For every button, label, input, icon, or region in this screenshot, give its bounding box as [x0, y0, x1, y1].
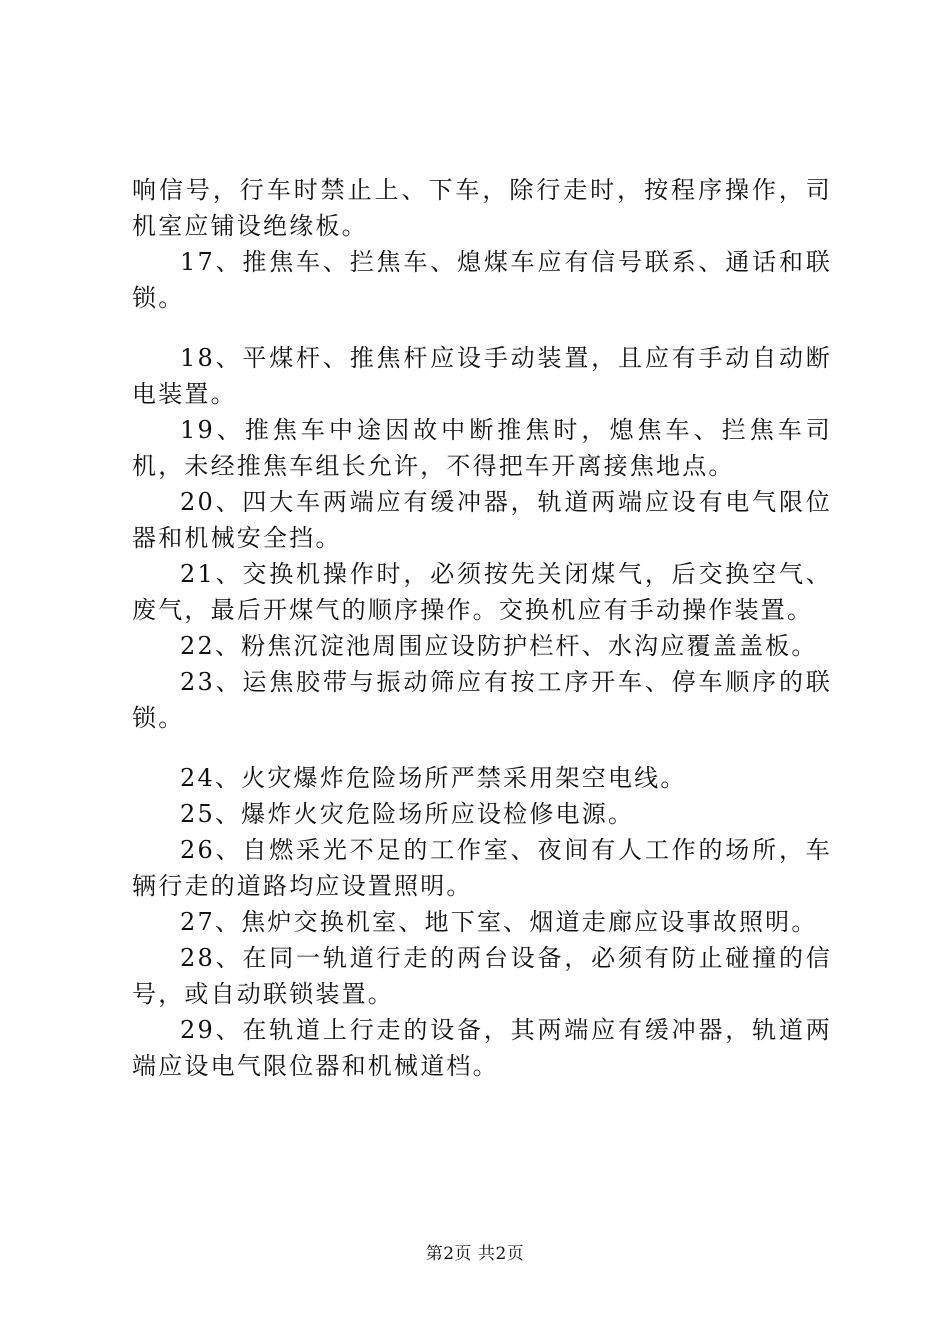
paragraph-item-29: 29、在轨道上行走的设备，其两端应有缓冲器，轨道两端应设电气限位器和机械道档。 [132, 1016, 832, 1080]
page-footer [0, 1243, 950, 1265]
paragraph-item-24: 24、火灾爆炸危险场所严禁采用架空电线。 [180, 764, 687, 792]
paragraph-item-28: 28、在同一轨道行走的两台设备，必须有防止碰撞的信号，或自动联锁装置。 [132, 944, 832, 1008]
paragraph-gap [132, 736, 832, 760]
paragraph-gap [132, 316, 832, 340]
document-body [132, 172, 832, 1084]
paragraph-item-21: 21、交换机操作时，必须按先关闭煤气，后交换空气、废气，最后开煤气的顺序操作。交换机应有手动操作装置。 [132, 560, 832, 624]
paragraph-item-25: 25、爆炸火灾危险场所应设检修电源。 [180, 800, 635, 828]
paragraph-item-22: 22、粉焦沉淀池周围应设防护栏杆、水沟应覆盖盖板。 [180, 632, 818, 660]
page-number-label: 第2页 共2页 [425, 1244, 525, 1264]
paragraph-item-26: 26、自燃采光不足的工作室、夜间有人工作的场所，车辆行走的道路均应设置照明。 [132, 836, 832, 900]
paragraph-item-23: 23、运焦胶带与振动筛应有按工序开车、停车顺序的联锁。 [132, 668, 832, 732]
paragraph-item-17: 17、推焦车、拦焦车、熄煤车应有信号联系、通话和联锁。 [132, 248, 832, 312]
paragraph-continuation: 响信号，行车时禁止上、下车，除行走时，按程序操作，司机室应铺设绝缘板。 [132, 176, 832, 240]
paragraph-item-20: 20、四大车两端应有缓冲器，轨道两端应设有电气限位器和机械安全挡。 [132, 488, 832, 552]
paragraph-item-19: 19、推焦车中途因故中断推焦时，熄焦车、拦焦车司机，未经推焦车组长允许，不得把车开离接焦地点。 [132, 416, 832, 480]
paragraph-item-27: 27、焦炉交换机室、地下室、烟道走廊应设事故照明。 [180, 908, 818, 936]
paragraph-item-18: 18、平煤杆、推焦杆应设手动装置，且应有手动自动断电装置。 [132, 344, 832, 408]
